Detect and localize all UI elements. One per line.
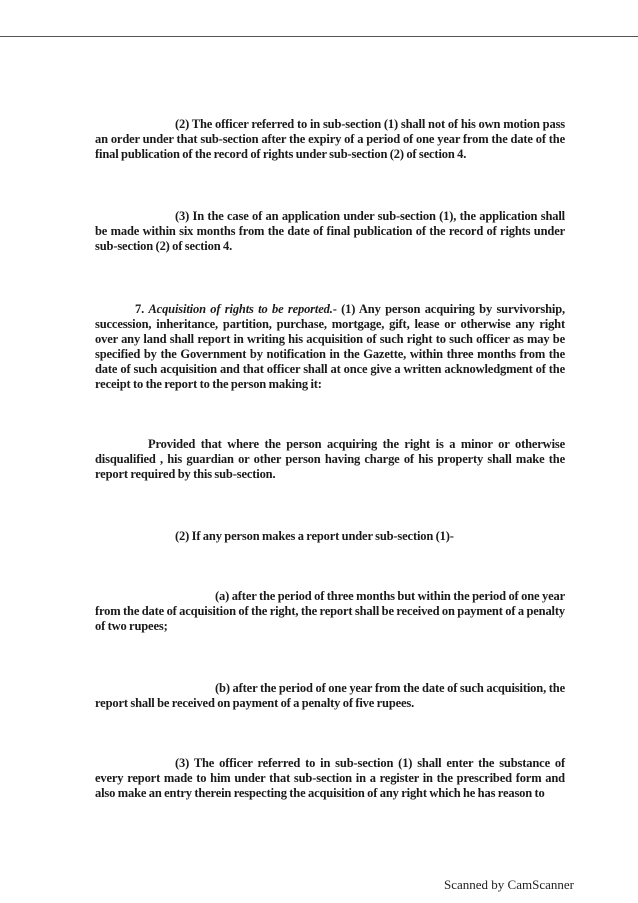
- paragraph-text: (b) after the period of one year from the date of such acquisition, the report shall be received on payment of a penalty of five rupees.: [95, 681, 565, 710]
- paragraph-text: (3) In the case of an application under sub-section (1), the application shall be made within six months from the date of final publication of the record of rights under sub-section (2) of section 4.: [95, 209, 565, 253]
- section-number: 7.: [135, 302, 149, 316]
- paragraph-text: Provided that where the person acquiring the right is a minor or otherwise disqualified , his guardian or other person having charge of his property shall make the report required by this sub-section.: [95, 437, 565, 481]
- scanner-watermark: Scanned by CamScanner: [444, 877, 574, 892]
- paragraph-text: - (1) Any person acquiring by survivorship, succession, inheritance, partition, purchase, mortgage, gift, lease or otherwise any right over any land shall report in writing his acquisition of such right to such officer as may be specified by the Government by notification in the Gazette, within three months from the date of such acquisition and that officer shall at once give a written acknowledgment of the receipt to the report to the person making it:: [95, 302, 565, 391]
- paragraph-text: (3) The officer referred to in sub-section (1) shall enter the substance of every report made to him under that sub-section in a register in the prescribed form and also make an entry therein respecting the acquisition of any right which he has reason to: [95, 756, 565, 800]
- paragraph-text: (2) The officer referred to in sub-section (1) shall not of his own motion pass an order under that sub-section after the expiry of a period of one year from the date of the final publication of the record of rights under sub-section (2) of section 4.: [95, 117, 565, 161]
- paragraph-text: (2) If any person makes a report under sub-section (1)-: [175, 529, 454, 543]
- paragraph-clause-a: [95, 589, 565, 634]
- paragraph-subsection-6-2: [95, 117, 565, 162]
- paragraph-proviso: [95, 437, 565, 482]
- paragraph-text: (a) after the period of three months but within the period of one year from the date of acquisition of the right, the report shall be received on payment of a penalty of two rupees;: [95, 589, 565, 633]
- paragraph-subsection-7-2: [95, 529, 565, 544]
- section-title: Acquisition of rights to be reported.: [148, 302, 333, 316]
- top-border-line: [0, 36, 638, 37]
- paragraph-section-7-1: [95, 302, 565, 392]
- paragraph-subsection-6-3: [95, 209, 565, 254]
- paragraph-clause-b: [95, 681, 565, 711]
- paragraph-subsection-7-3: [95, 756, 565, 801]
